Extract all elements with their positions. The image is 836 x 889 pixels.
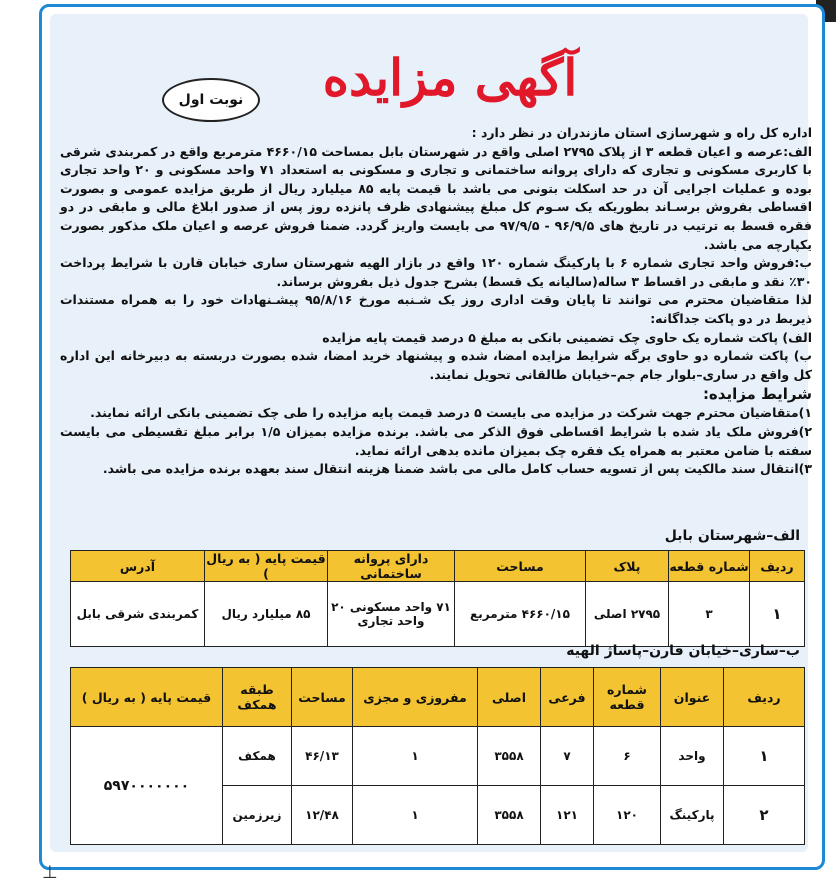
package-b-text: ب) پاکت شماره دو حاوی برگه شرایط مزایده امضا، شده و پیشنهاد خرید امضا، شده بصورت دربسته به دبیرخانه این اداره کل واقع در ساری–بلوار جام جم–خیابان طالقانی تحویل نمایند. — [60, 348, 812, 382]
table-cell: ۷۱ واحد مسکونی ۲۰ واحد تجاری — [328, 582, 455, 647]
col-header: شماره قطعه — [669, 551, 750, 582]
col-header: قیمت پایه ( به ریال ) — [206, 551, 326, 581]
col-header: قیمت پایه ( به ریال ) — [71, 668, 223, 727]
intro-text: اداره کل راه و شهرسازی استان مازندران در نظر دارد : — [471, 125, 812, 140]
condition-item: ۲)فروش ملک یاد شده با شرایط اقساطی فوق الذکر می باشد. برنده مزایده بمیزان ۱/۵ برابر مبلغ تقسیطی می بایست سفته با ضامن معتبر به همراه یک فقره چک بمیزان مانده بدهی ارائه نماید. — [60, 423, 812, 458]
notice-title: آگهی مزایده — [322, 48, 578, 107]
table-header-row — [71, 668, 805, 727]
price-cell: ۵۹۷۰۰۰۰۰۰۰ — [71, 727, 223, 845]
table-cell: ۱۲۱ — [541, 786, 594, 845]
table-cell: همکف — [223, 727, 292, 786]
submission-note: لذا متقاضیان محترم می توانند تا پایان وقت اداری روز یک شـنبه مورخ ۹۵/۸/۱۶ پیشـنهادات خود را به همراه مستندات ذیربط در دو پاکت جداگانه: — [60, 292, 812, 326]
table-cell: ۴۶۶۰/۱۵ مترمربع — [455, 582, 586, 647]
table-cell: ۷ — [541, 727, 594, 786]
table-cell: ۲۷۹۵ اصلی — [586, 582, 669, 647]
col-header: ردیف — [750, 551, 805, 582]
table-cell: ۳۵۵۸ — [478, 786, 541, 845]
round-badge: نوبت اول — [162, 78, 260, 122]
table-cell: واحد — [661, 727, 724, 786]
table-cell: پارکینگ — [661, 786, 724, 845]
package-a-text: الف) پاکت شماره یک حاوی چک تضمینی بانکی به مبلغ ۵ درصد قیمت پایه مزایده — [322, 329, 812, 345]
table-cell: ۱۲/۴۸ — [292, 786, 353, 845]
table-cell: ۸۵ میلیارد ریال — [205, 582, 328, 647]
item-a-text: الف:عرصه و اعیان قطعه ۳ از پلاک ۲۷۹۵ اصلی واقع در شهرستان بابل بمساحت ۴۶۶۰/۱۵ مترمربع واقع در کمربندی شرقی با کاربری مسکونی و تجاری که دارای پروانه ساختمانی و تجاری و مسکونی به استعداد ۷۱ واحد مسکونی و ۲۰ واحد تجاری بوده و عملیات اجرایی آن در حد اسکلت بتونی می باشد با قیمت پایه ۸۵ میلیارد ریال از طریق مزایده عمومی و بصورت اقساطی بفروش برسـاند بطوریکه یک سـوم کل مبلغ پیشنهادی ظرف پانزده روز پس از صدور ابلاغ مالی و مابقی در دو فقره قسط به ترتیب در تاریخ های ۹۶/۹/۵ - ۹۷/۹/۵ می بایست واریز گردد. ضمنا فروش عرصه و اعیان ملک مذکور بصورت یکپارچه می باشد. — [60, 143, 812, 252]
table-cell: ۳ — [669, 582, 750, 647]
table-cell: ۱ — [353, 786, 478, 845]
col-header: دارای پروانه ساختمانی — [328, 551, 455, 582]
col-header: پلاک — [586, 551, 669, 582]
condition-item: ۳)انتقال سند مالکیت پس از تسویه حساب کامل مالی می باشد ضمنا هزینه انتقال سند بعهده برنده مزایده می باشد. — [102, 461, 812, 477]
table-cell: ۱ — [724, 727, 805, 786]
footer-mark: ⊥ — [42, 862, 58, 883]
col-header: مساحت — [292, 668, 353, 727]
col-header: آدرس — [71, 551, 205, 582]
col-header: مفروزی و مجزی — [353, 668, 478, 727]
table-header-row — [71, 551, 805, 582]
col-header: عنوان — [661, 668, 724, 727]
table-row — [71, 727, 805, 786]
table-cell: ۱۲۰ — [594, 786, 661, 845]
table-cell: ۱ — [353, 727, 478, 786]
table-row — [71, 582, 805, 647]
table-cell: ۶ — [594, 727, 661, 786]
table-cell: کمربندی شرقی بابل — [71, 582, 205, 647]
col-header: اصلی — [478, 668, 541, 727]
col-header: ردیف — [724, 668, 805, 727]
table-a-caption: الف–شهرستان بابل — [664, 528, 800, 544]
table-cell: ۳۵۵۸ — [478, 727, 541, 786]
col-header: فرعی — [541, 668, 594, 727]
col-header: مساحت — [455, 551, 586, 582]
table-sari — [70, 667, 805, 845]
notice-body — [60, 124, 812, 479]
table-babol — [70, 550, 805, 647]
table-cell: ۲ — [724, 786, 805, 845]
item-b-text: ب:فروش واحد تجاری شماره ۶ با پارکینگ شماره ۱۲۰ واقع در بازار الهیه شهرستان ساری خیابان قارن با شرایط پرداخت ۳۰٪ نقد و مابقی در اقساط ۳ ساله(سالیانه یک قسط) بشرح جدول ذیل بفروش برساند. — [60, 255, 812, 289]
col-header: شماره قطعه — [594, 668, 661, 727]
table-cell: ۴۶/۱۳ — [292, 727, 353, 786]
col-header: طبقه همکف — [223, 668, 292, 727]
conditions-title: شرایط مزایده: — [702, 385, 812, 404]
condition-item: ۱)متقاضیان محترم جهت شرکت در مزایده می بایست ۵ درصد قیمت پایه مزایده را طی چک تضمینی بانکی ارائه نمایند. — [90, 405, 812, 421]
table-b-caption: ب–ساری–خیابان قارن–پاساژ الهیه — [566, 643, 800, 659]
table-cell: ۱ — [750, 582, 805, 647]
table-cell: زیرزمین — [223, 786, 292, 845]
